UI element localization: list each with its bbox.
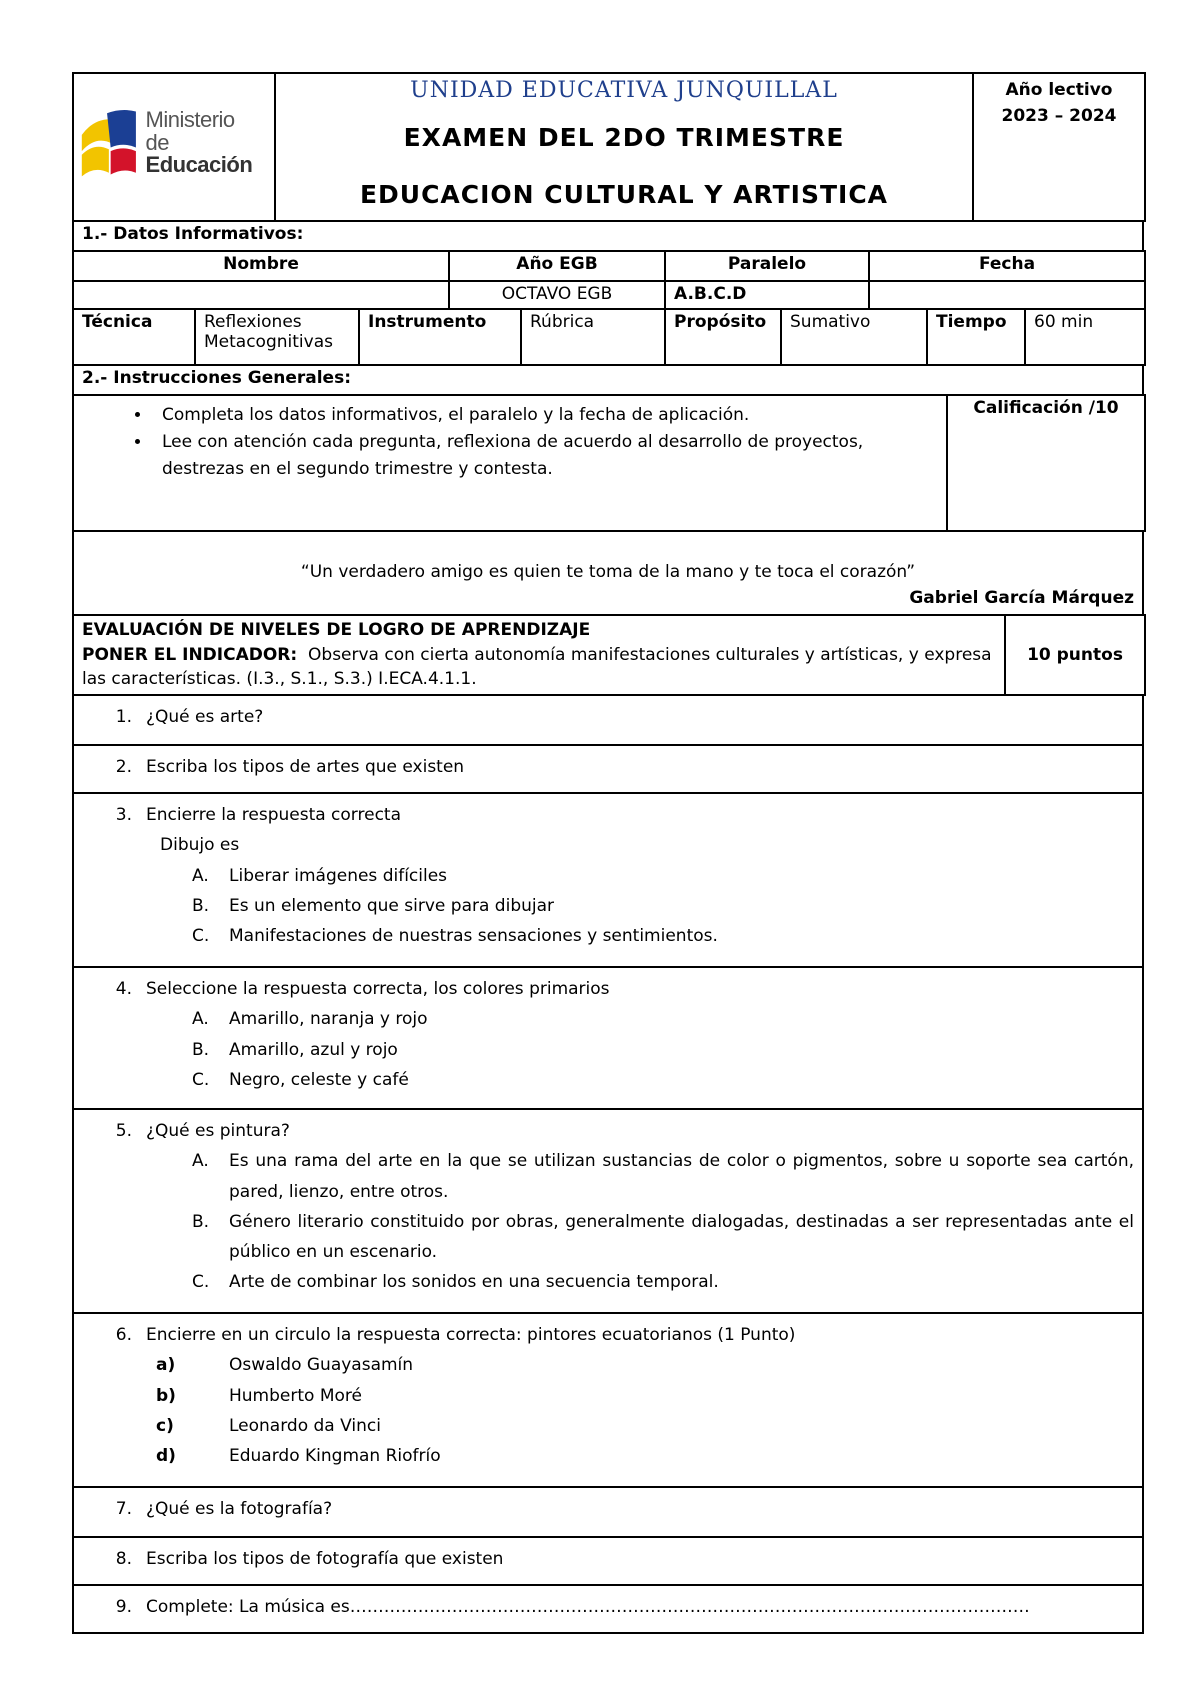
proposito-value: Sumativo xyxy=(781,309,927,365)
col-anio-egb: Año EGB xyxy=(449,251,665,281)
instruction-item: • Completa los datos informativos, el paralelo y la fecha de aplicación. xyxy=(152,402,938,429)
info-section-title-table xyxy=(72,220,1144,252)
option-item[interactable]: B. Es un elemento que sirve para dibujar xyxy=(192,895,555,916)
question-5[interactable]: 5. ¿Qué es pintura? A. Es una rama del arte en la que se utilizan sustancias de color o pigmentos, sobre u soporte sea cartón, pared, lienzo, entre otros. B. Género literario constituido por obras, generalmente dialogadas, destinadas a ser representadas ante el público en un escenario. C. Arte de combinar los sonidos en una secuencia temporal. xyxy=(73,1109,1143,1313)
title-cell xyxy=(275,73,973,221)
header-table xyxy=(72,72,1146,222)
tiempo-value: 60 min xyxy=(1025,309,1145,365)
evaluation-title: EVALUACIÓN DE NIVELES DE LOGRO DE APRENDIZAJE xyxy=(82,620,591,640)
option-item[interactable]: B. Amarillo, azul y rojo xyxy=(192,1039,398,1060)
nombre-field[interactable] xyxy=(73,281,449,309)
evaluation-cell xyxy=(73,615,1005,695)
col-nombre: Nombre xyxy=(73,251,449,281)
indicator-label: PONER EL INDICADOR: xyxy=(82,644,298,665)
indicator-text: Observa con cierta autonomía manifestaciones culturales y artísticas, y expresa las características. (I.3., S.1., S.3.) I.ECA.4.1.1. xyxy=(82,644,992,690)
question-7[interactable]: 7. ¿Qué es la fotografía? xyxy=(73,1487,1143,1537)
school-name: UNIDAD EDUCATIVA JUNQUILLAL xyxy=(410,78,838,103)
quote-cell xyxy=(73,531,1143,615)
logo-line1: Ministerio xyxy=(145,107,235,133)
option-item[interactable]: B. Género literario constituido por obras, generalmente dialogadas, destinadas a ser representadas ante el público en un escenario. xyxy=(192,1211,1134,1262)
tecnica-value: Reflexiones Metacognitivas xyxy=(195,309,359,365)
logo-cell xyxy=(73,73,275,221)
paralelo-value: A.B.C.D xyxy=(665,281,869,309)
option-item[interactable]: a) Oswaldo Guayasamín xyxy=(156,1355,414,1376)
option-item[interactable]: b) Humberto Moré xyxy=(156,1385,362,1406)
ecuador-flag-icon xyxy=(80,104,140,182)
question-3-subtitle: Dibujo es xyxy=(160,835,240,856)
option-item[interactable]: A. Liberar imágenes difíciles xyxy=(192,865,448,886)
option-item[interactable]: C. Arte de combinar los sonidos en una secuencia temporal. xyxy=(192,1272,719,1293)
school-year-cell xyxy=(973,73,1145,221)
ministerio-logo xyxy=(80,104,268,182)
quote-text: “Un verdadero amigo es quien te toma de la mano y te toca el corazón” xyxy=(300,562,916,582)
option-item[interactable]: A. Amarillo, naranja y rojo xyxy=(192,1009,428,1030)
tiempo-label: Tiempo xyxy=(927,309,1025,365)
grade-label: Calificación /10 xyxy=(947,395,1145,531)
tecnica-label: Técnica xyxy=(73,309,195,365)
info-section-title: 1.- Datos Informativos: xyxy=(73,221,1143,251)
instructions-list xyxy=(82,402,938,484)
logo-line2: de Educación xyxy=(145,129,253,178)
question-9[interactable]: 9. Complete: La música es………………………………………………………………………………………………………… xyxy=(73,1585,1143,1633)
year-value: 2023 – 2024 xyxy=(1001,106,1117,126)
technique-table xyxy=(72,308,1146,366)
col-paralelo: Paralelo xyxy=(665,251,869,281)
indicator xyxy=(82,643,996,692)
year-label: Año lectivo xyxy=(1005,80,1113,100)
anio-egb-value: OCTAVO EGB xyxy=(449,281,665,309)
option-item[interactable]: C. Manifestaciones de nuestras sensaciones y sentimientos. xyxy=(192,926,718,946)
instructions-list-cell xyxy=(73,395,947,531)
option-item[interactable]: C. Negro, celeste y café xyxy=(192,1069,409,1090)
instructions-section-title: 2.- Instrucciones Generales: xyxy=(73,365,1143,395)
quote-table xyxy=(72,530,1144,616)
quote-author: Gabriel García Márquez xyxy=(909,588,1134,608)
info-table xyxy=(72,250,1146,310)
question-4[interactable]: 4. Seleccione la respuesta correcta, los colores primarios A. Amarillo, naranja y rojo B. Amarillo, azul y rojo C. Negro, celeste y café xyxy=(73,967,1143,1109)
fecha-field[interactable] xyxy=(869,281,1145,309)
exam-sheet xyxy=(72,72,1144,1634)
evaluation-table xyxy=(72,614,1146,696)
question-2[interactable]: 2. Escriba los tipos de artes que existen xyxy=(73,745,1143,793)
exam-title: EXAMEN DEL 2DO TRIMESTRE xyxy=(403,123,845,152)
option-item[interactable]: A. Es una rama del arte en la que se utilizan sustancias de color o pigmentos, sobre u soporte sea cartón, pared, lienzo, entre otros. xyxy=(192,1151,1134,1202)
points-label: 10 puntos xyxy=(1005,615,1145,695)
instrumento-value: Rúbrica xyxy=(521,309,665,365)
question-3[interactable]: 3. Encierre la respuesta correcta Dibujo es A. Liberar imágenes difíciles B. Es un elemento que sirve para dibujar C. Manifestaciones de nuestras sensaciones y sentimientos. xyxy=(73,793,1143,967)
subject-title: EDUCACION CULTURAL Y ARTISTICA xyxy=(359,180,889,209)
instrumento-label: Instrumento xyxy=(359,309,521,365)
question-1[interactable]: 1. ¿Qué es arte? xyxy=(73,695,1143,745)
instructions-table xyxy=(72,394,1146,532)
instruction-item: • Lee con atención cada pregunta, reflexiona de acuerdo al desarrollo de proyectos, destrezas en el segundo trimestre y contesta. xyxy=(152,429,938,483)
question-8[interactable]: 8. Escriba los tipos de fotografía que existen xyxy=(73,1537,1143,1585)
option-item[interactable]: d) Eduardo Kingman Riofrío xyxy=(156,1446,441,1466)
questions-table xyxy=(72,694,1144,1634)
option-item[interactable]: c) Leonardo da Vinci xyxy=(156,1415,381,1436)
proposito-label: Propósito xyxy=(665,309,781,365)
col-fecha: Fecha xyxy=(869,251,1145,281)
instructions-title-table xyxy=(72,364,1144,396)
question-6[interactable]: 6. Encierre en un circulo la respuesta correcta: pintores ecuatorianos (1 Punto) a) Oswaldo Guayasamín b) Humberto Moré c) Leonardo da Vinci d) Eduardo Kingman Riofrío xyxy=(73,1313,1143,1487)
